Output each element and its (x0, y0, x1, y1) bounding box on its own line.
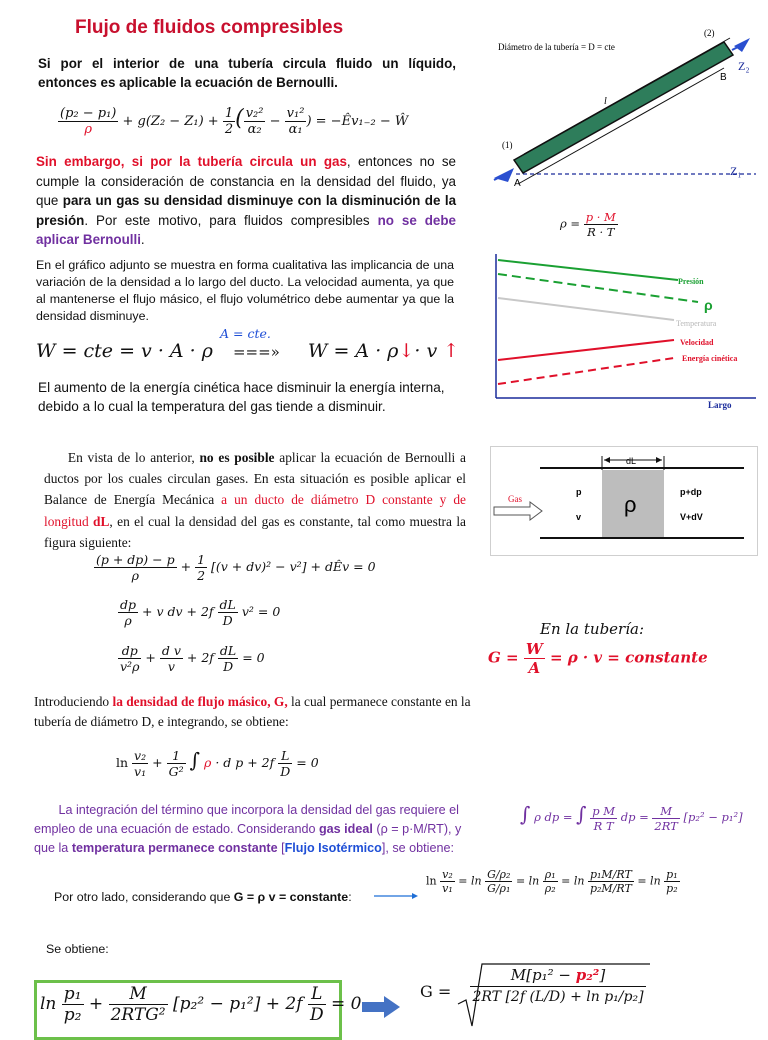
svg-text:A: A (514, 178, 521, 189)
presion-label: Presión (678, 277, 704, 286)
page-title: Flujo de fluidos compresibles (75, 17, 344, 38)
constant-g-paragraph: Por otro lado, considerando que G = ρ v = constante: (54, 890, 352, 904)
svg-text:p: p (576, 487, 582, 497)
svg-text:dL: dL (626, 456, 637, 466)
isothermal-integral: ∫ ρ dp = ∫ $\frac{\text{p M}}{\text{R T}}$ dp = $\frac{M}{2RT}$ [p₂² − p₁²] (520, 802, 743, 833)
svg-text:p+dp: p+dp (680, 487, 702, 497)
implies-arrow-icon (360, 994, 402, 1020)
final-equation: ln $\frac{\text{p₁}}{\text{p₂}}$ + $\frac{M}{\text{2RTG²}}$ [p₂² − p₁²] + 2f $\frac{L}{D}$ = 0 (40, 984, 362, 1025)
g-equation-fraction: M[p₁² − p₂²] 2RT [2f (L/D) + ln p₁/p₂] (470, 966, 646, 1005)
pipe-body (514, 42, 733, 173)
energia-label: Energía cinética (682, 354, 738, 363)
rho-label: ρ (704, 297, 713, 313)
velocidad-label: Velocidad (680, 338, 714, 347)
svg-text:Z₂: Z₂ (738, 59, 750, 73)
arrow-right-icon (372, 890, 420, 902)
largo-label: Largo (708, 400, 732, 410)
svg-text:ρ: ρ (624, 492, 637, 517)
svg-text:V+dV: V+dV (680, 512, 703, 522)
energia-line (498, 358, 674, 384)
duct-element-figure (490, 446, 758, 556)
temperatura-line (498, 298, 674, 320)
graph-paragraph: En el gráfico adjunto se muestra en forma cualitativa las implicancia de una variación de la densidad a lo largo del ducto. La velocidad aumenta, ya que al mantenerse el flujo másico, el flujo volumétrico debe aumentar ya que la densidad disminuye. (36, 258, 454, 323)
presion-line (498, 260, 678, 280)
diameter-label: Diámetro de la tubería = D = cte (498, 42, 615, 52)
rho-equation: ρ = $\frac{p \cdot M}{R \cdot T}$ (560, 210, 616, 239)
svg-text:v: v (576, 512, 582, 522)
g-equation: G = (420, 982, 452, 1001)
svg-text:(2): (2) (704, 28, 715, 38)
svg-text:l: l (604, 96, 607, 107)
energy-paragraph: El aumento de la energía cinética hace disminuir la energía interna, debido a lo cual la temperatura del gas tiende a disminuir. (38, 380, 445, 414)
se-obtiene-label: Se obtiene: (46, 942, 109, 956)
gas-paragraph: Sin embargo, si por la tubería circula un gas, entonces no se cumple la consideración de constancia en la densidad del fluido, ya que para un gas su densidad disminuye con la disminución de la presión. Por este motivo, para fluidos compresibles no se debe aplicar Bernoulli. (36, 154, 457, 247)
integrated-equation: ln $\frac{\text{v₂}}{\text{v₁}}$ + $\frac{1}{\text{G²}}$ ∫ ρ · d p + 2f $\frac{L}{D}$ = 0 (116, 748, 319, 779)
mass-flux-equation: G = $\frac{W}{A}$ = ρ · v = constante (488, 640, 708, 677)
tuberia-label: En la tubería: (540, 620, 645, 638)
flow-note: A = cte. (220, 326, 271, 341)
flow-equation: W = cte = v · A · ρ ===» W = A · ρ↓· v ↑ (36, 340, 460, 362)
svg-text:Z₁: Z₁ (730, 164, 742, 178)
bernoulli-equation: $\frac{\text{(p₂ − p₁)}}{\rho}$ + g(Z₂ − Z₁) + $\frac{1}{2}$ ( $\frac{\text{v₂²}}{\text{α₂}}$ − $\frac{\text{v₁²}}{\text{α₁}}$ ) = −Êv₁₋₂ − Ŵ (60, 106, 409, 137)
qualitative-graph (492, 252, 760, 412)
temperatura-label: Temperatura (676, 319, 717, 328)
mechanical-balance-paragraph: En vista de lo anterior, no es posible aplicar la ecuación de Bernoulli a ductos por los cuales circulan gases. En esta situación es posible aplicar el Balance de Energía Mecánica a un ducto de diámetro D constante y de longitud dL, en el cual la densidad del gas es constante, tal como muestra la figura siguiente: (44, 450, 466, 550)
mass-flux-paragraph: Introduciendo la densidad de flujo másico, G, la cual permanece constante en la tubería de diámetro D, e integrando, se obtiene: (34, 694, 471, 729)
energy-balance-eq-3: $\frac{dp}{\text{v²ρ}}$ + $\frac{\text{d v}}{v}$ + 2f $\frac{dL}{D}$ = 0 (120, 643, 265, 674)
svg-text:B: B (720, 72, 727, 83)
length-line (518, 68, 724, 184)
energy-balance-eq-2: $\frac{dp}{\rho}$ + v dv + 2f $\frac{dL}{D}$ v² = 0 (120, 597, 281, 628)
intro-paragraph: Si por el interior de una tubería circula fluido un líquido, entonces es aplicable la ecuación de Bernoulli. (38, 56, 456, 90)
pipe-figure (488, 28, 760, 196)
ideal-gas-paragraph: La integración del término que incorpora la densidad del gas requiere el empleo de una ecuación de estado. Considerando gas ideal (ρ = p·M/RT), y que la temperatura permanece constante [Flujo Isotérmico], se obtiene: (34, 803, 462, 855)
ln-ratio-chain: ln $\frac{\text{v₂}}{\text{v₁}}$ = ln $\frac{\text{G/ρ₂}}{\text{G/ρ₁}}$ = ln $\frac{\text{ρ₁}}{\text{ρ₂}}$ = ln $\frac{\text{p₁M/RT}}{\text{p₂M/RT}}$ = ln $\frac{\text{p₁}}{\text{p₂}}$ (426, 868, 678, 895)
energy-balance-eq-1: $\frac{(p + dp) - p}{\rho}$ + $\frac{1}{2}$ [(v + dv)² − v²] + dÊv = 0 (96, 552, 376, 583)
velocidad-line (498, 340, 674, 360)
svg-text:(1): (1) (502, 140, 513, 150)
svg-text:Gas: Gas (508, 494, 522, 504)
